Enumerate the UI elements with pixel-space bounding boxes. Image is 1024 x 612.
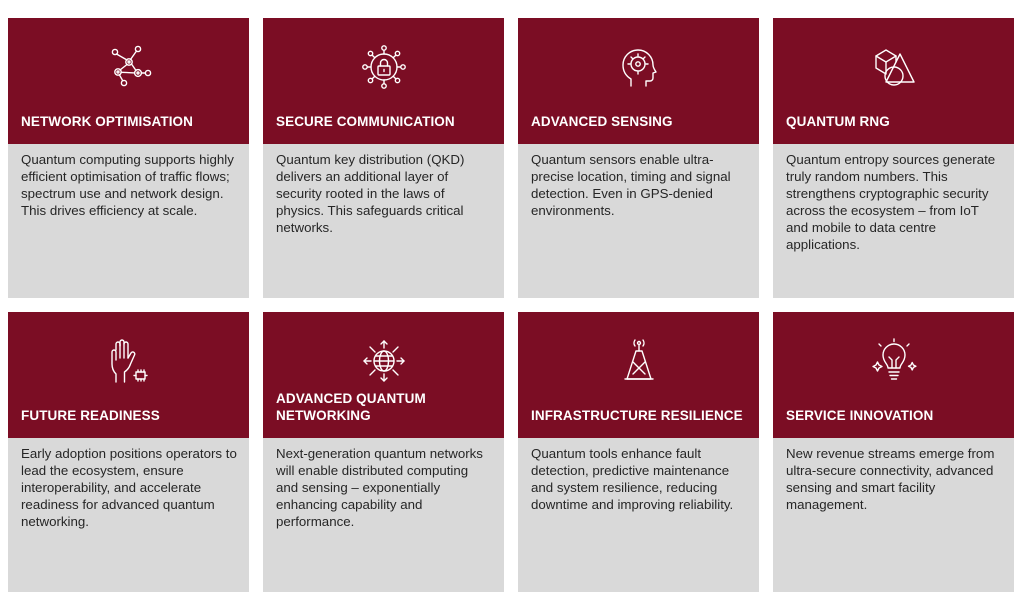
lightbulb-sparkle-icon bbox=[871, 338, 917, 384]
card-header bbox=[8, 18, 249, 144]
card-description: Quantum tools enhance fault detection, predictive maintenance and system resilience, reducing downtime and improving reliability. bbox=[518, 438, 759, 592]
card-advanced-quantum-networking bbox=[263, 312, 504, 592]
card-description: Quantum computing supports highly efficient optimisation of traffic flows; spectrum use and network design. This drives efficiency at scale. bbox=[8, 144, 249, 298]
card-header bbox=[263, 312, 504, 438]
card-title: ADVANCED SENSING bbox=[531, 114, 673, 129]
card-header bbox=[8, 312, 249, 438]
feature-grid bbox=[8, 18, 1014, 592]
secure-lock-network-icon bbox=[361, 44, 407, 90]
card-secure-communication bbox=[263, 18, 504, 298]
card-infrastructure-resilience bbox=[518, 312, 759, 592]
card-advanced-sensing bbox=[518, 18, 759, 298]
card-title: NETWORK OPTIMISATION bbox=[21, 114, 193, 129]
card-header bbox=[773, 18, 1014, 144]
card-title: ADVANCED QUANTUM NETWORKING bbox=[276, 391, 426, 423]
head-sensor-icon bbox=[616, 44, 662, 90]
network-nodes-icon bbox=[106, 44, 152, 90]
card-description: New revenue streams emerge from ultra-secure connectivity, advanced sensing and smart facility management. bbox=[773, 438, 1014, 592]
card-quantum-rng bbox=[773, 18, 1014, 298]
card-description: Next-generation quantum networks will enable distributed computing and sensing – exponentially enhancing capability and performance. bbox=[263, 438, 504, 592]
card-description: Quantum entropy sources generate truly random numbers. This strengthens cryptographic security across the ecosystem – from IoT and mobile to data centre applications. bbox=[773, 144, 1014, 298]
geometric-shapes-icon bbox=[871, 44, 917, 90]
globe-arrows-icon bbox=[361, 338, 407, 384]
card-network-optimisation bbox=[8, 18, 249, 298]
card-description: Early adoption positions operators to lead the ecosystem, ensure interoperability, and accelerate readiness for advanced quantum networking. bbox=[8, 438, 249, 592]
card-title: SERVICE INNOVATION bbox=[786, 408, 934, 423]
card-title: SECURE COMMUNICATION bbox=[276, 114, 455, 129]
card-description: Quantum sensors enable ultra-precise location, timing and signal detection. Even in GPS-denied environments. bbox=[518, 144, 759, 298]
card-header bbox=[263, 18, 504, 144]
hand-chip-icon bbox=[106, 338, 152, 384]
signal-tower-icon bbox=[616, 338, 662, 384]
card-title: FUTURE READINESS bbox=[21, 408, 160, 423]
card-title: INFRASTRUCTURE RESILIENCE bbox=[531, 408, 743, 423]
card-future-readiness bbox=[8, 312, 249, 592]
card-header bbox=[518, 312, 759, 438]
card-title: QUANTUM RNG bbox=[786, 114, 890, 129]
card-service-innovation bbox=[773, 312, 1014, 592]
card-header bbox=[773, 312, 1014, 438]
card-header bbox=[518, 18, 759, 144]
card-description: Quantum key distribution (QKD) delivers an additional layer of security rooted in the laws of physics. This safeguards critical networks. bbox=[263, 144, 504, 298]
